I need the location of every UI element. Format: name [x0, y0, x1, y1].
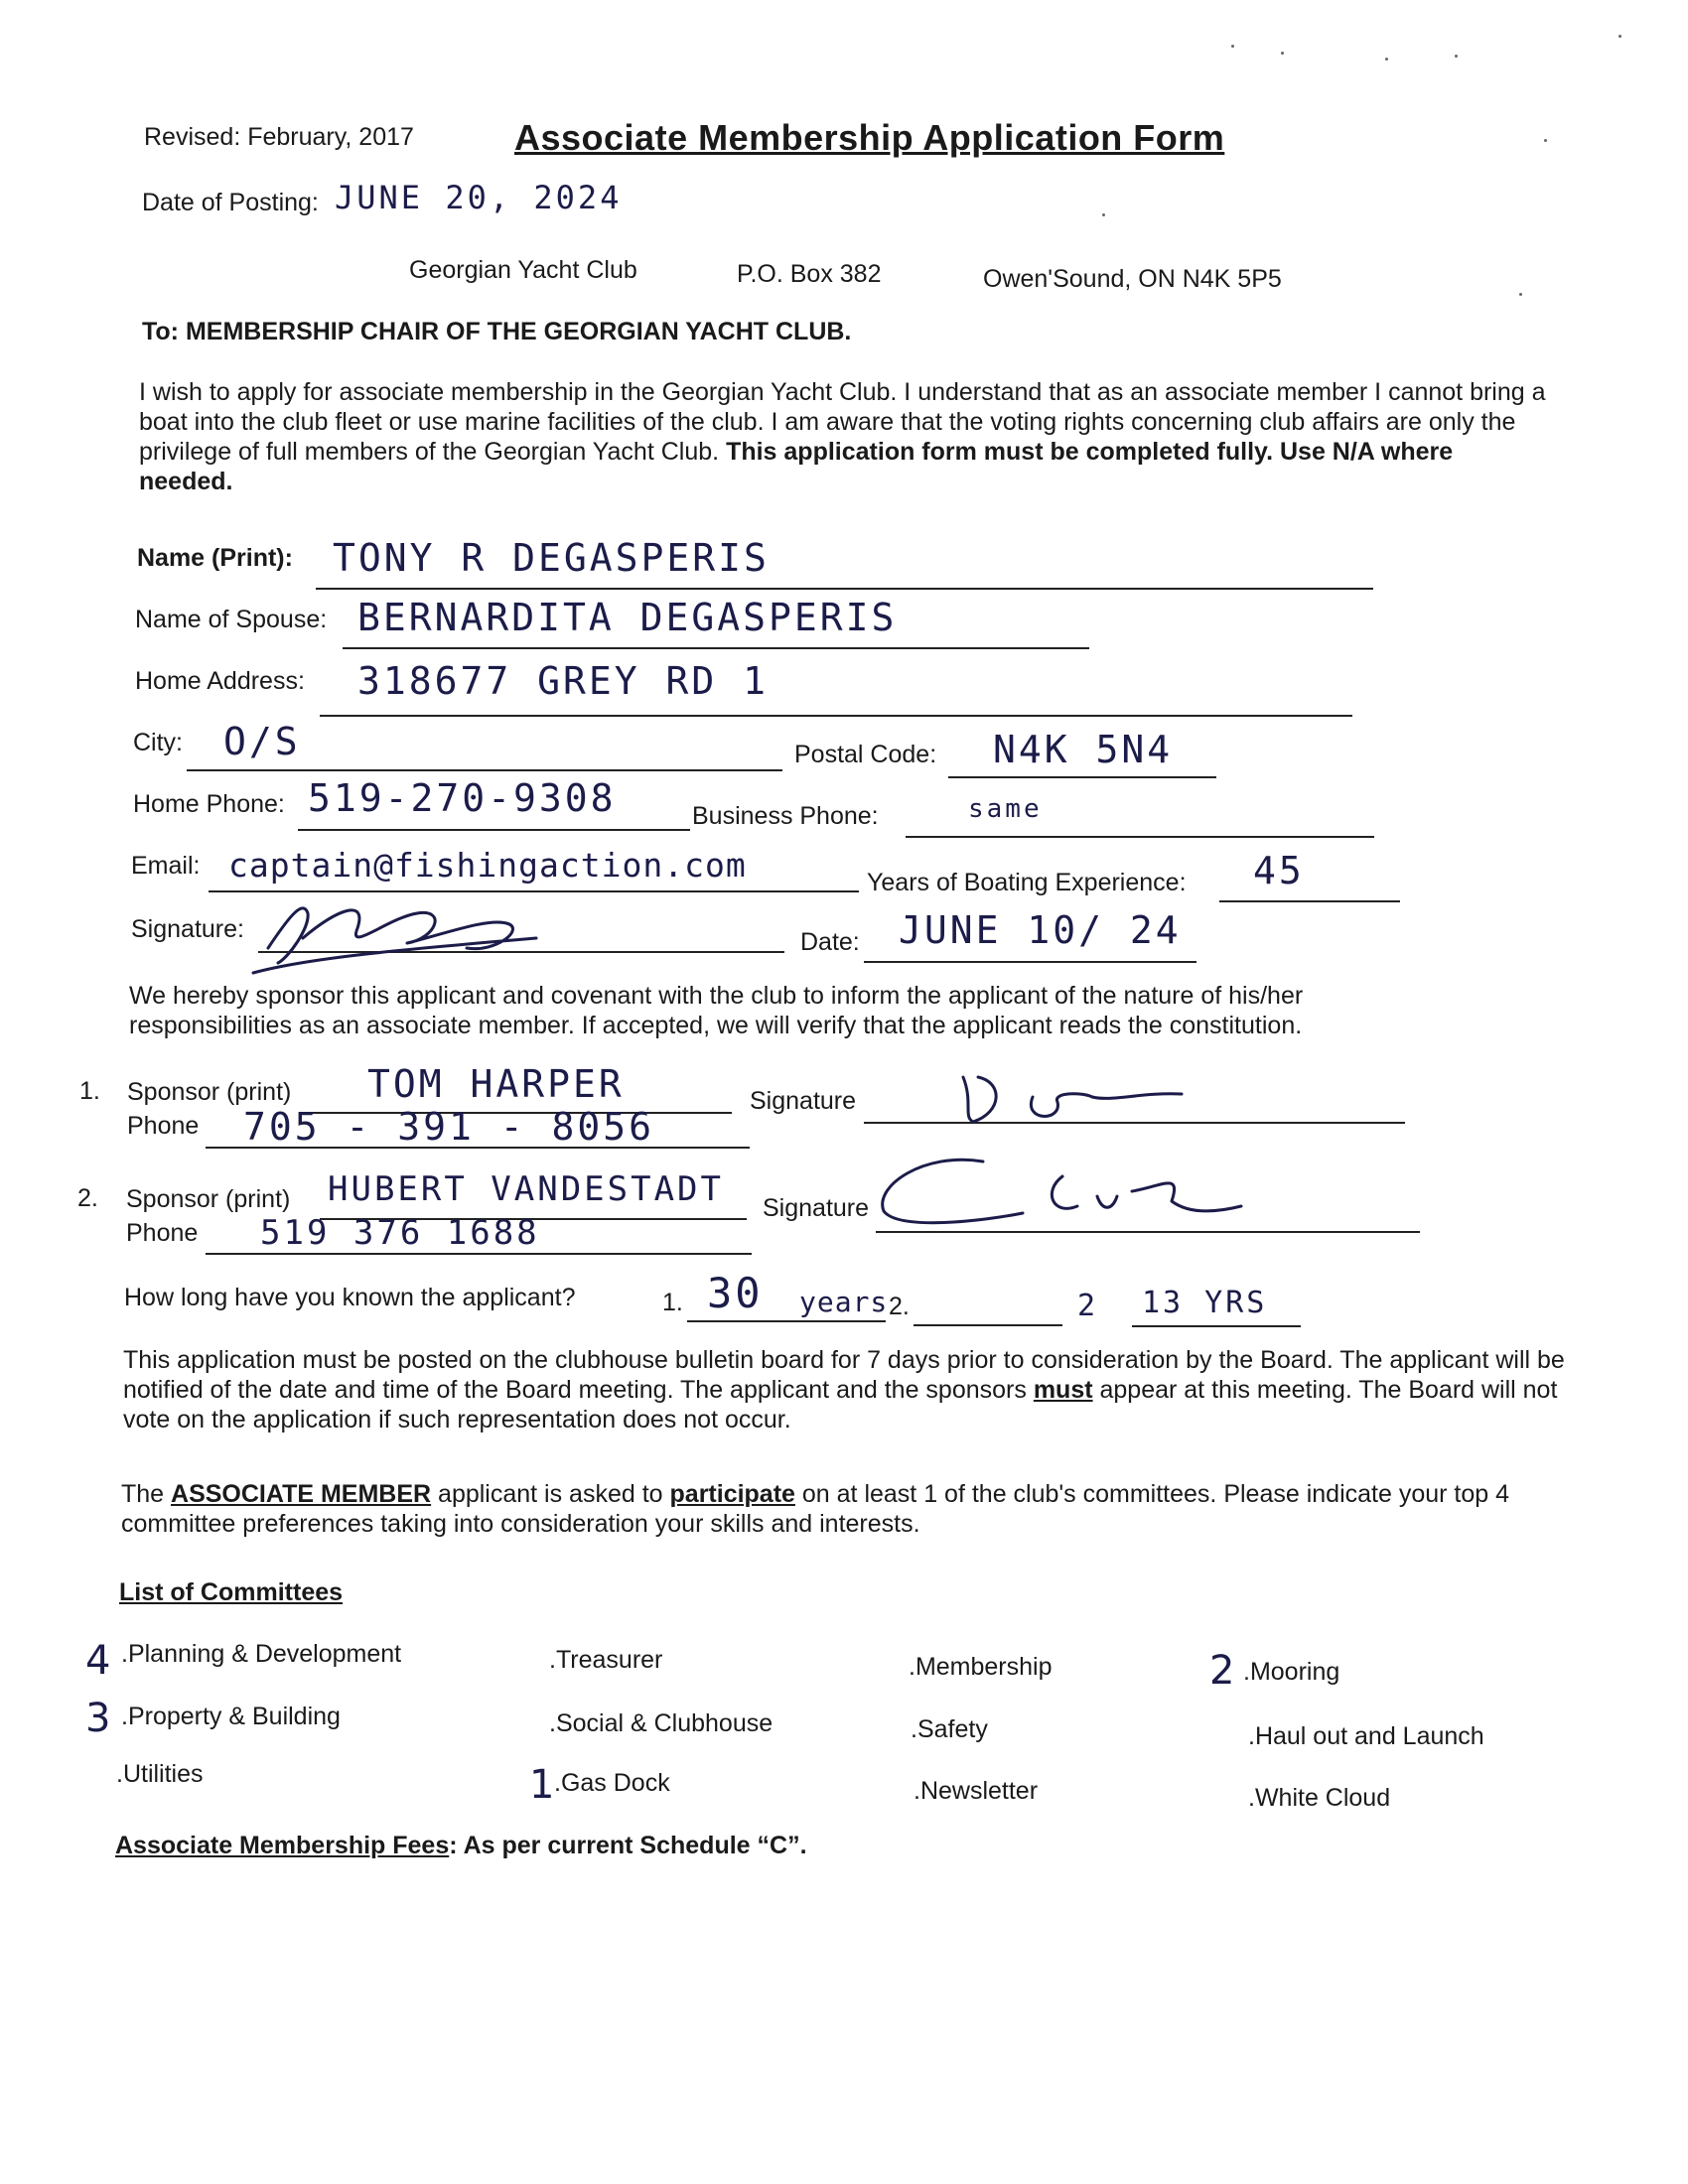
committee-paragraph — [121, 1479, 1551, 1539]
committee-property[interactable]: .Property & Building — [121, 1703, 341, 1730]
name-field[interactable]: TONY R DEGASPERIS — [333, 536, 770, 580]
known-1-unit: years — [799, 1286, 889, 1318]
scan-speck — [1455, 55, 1458, 58]
address-line — [320, 715, 1352, 717]
date-line — [864, 961, 1196, 963]
years-experience-label: Years of Boating Experience: — [867, 869, 1187, 896]
committee-membership[interactable]: .Membership — [909, 1653, 1053, 1681]
intro-text: I wish to apply for associate membership in the Georgian Yacht Club. I understand that as an associate member I cannot bring a boat into the club fleet or use marine facilities of the club. I am aware that the voting rights concerning club affairs are only the privilege of full members of the Georgian Yacht Club. — [139, 378, 1546, 466]
sponsor-2-label: Sponsor (print) — [126, 1185, 291, 1213]
committee-post: on at least 1 of the club's committees. Please indicate your top 4 committee preferences taking into consideration your skills and interests. — [121, 1480, 1510, 1538]
club-city: Owen'Sound, ON N4K 5P5 — [983, 265, 1282, 293]
name-label: Name (Print): — [137, 544, 293, 572]
known-2-value-line — [1132, 1325, 1301, 1327]
scan-speck — [1281, 52, 1284, 55]
business-phone-line — [906, 836, 1374, 838]
known-1-line — [687, 1320, 886, 1322]
posting-text: This application must be posted on the clubhouse bulletin board for 7 days prior to consideration by the Board. The applicant will be notified of the date and time of the Board meeting. The applicant and the sponsors — [123, 1346, 1565, 1404]
known-2-label: 2. — [889, 1293, 910, 1320]
sponsor-1-signature-label: Signature — [750, 1087, 857, 1115]
known-1-label: 1. — [662, 1289, 683, 1316]
committee-gas[interactable]: .Gas Dock — [554, 1769, 670, 1797]
sponsor-2-signature-label: Signature — [763, 1194, 870, 1222]
sponsor-1-phone-field[interactable]: 705 - 391 - 8056 — [243, 1105, 655, 1149]
known-1-field[interactable]: 30 — [707, 1269, 764, 1317]
address-label: Home Address: — [135, 667, 305, 695]
postal-code-label: Postal Code: — [794, 741, 937, 768]
committee-associate: ASSOCIATE MEMBER — [171, 1480, 432, 1508]
sponsor-1-number: 1. — [79, 1077, 100, 1105]
sponsor-1-field[interactable]: TOM HARPER — [367, 1062, 625, 1106]
intro-bold-text: This application form must be completed fully. Use N/A where needed. — [139, 438, 1454, 495]
known-2-line — [914, 1324, 1062, 1326]
scan-speck — [1519, 293, 1522, 296]
spouse-field[interactable]: BERNARDITA DEGASPERIS — [357, 596, 898, 639]
committee-mooring[interactable]: .Mooring — [1243, 1658, 1340, 1686]
date-label: Date: — [800, 928, 860, 956]
committee-white-cloud[interactable]: .White Cloud — [1248, 1784, 1391, 1812]
sponsor-intro: We hereby sponsor this applicant and covenant with the club to inform the applicant of the nature of his/her responsibilities as an associate member. If accepted, we will verify that the applicant reads the constitution. — [129, 982, 1304, 1039]
scan-speck — [1385, 58, 1388, 61]
home-phone-label: Home Phone: — [133, 790, 285, 818]
sponsor-2-phone-field[interactable]: 519 376 1688 — [260, 1213, 540, 1253]
city-line — [187, 769, 782, 771]
sponsor-2-phone-label: Phone — [126, 1219, 199, 1247]
committee-social[interactable]: .Social & Clubhouse — [549, 1709, 774, 1737]
scan-speck — [1102, 213, 1105, 216]
sponsor-2-signature[interactable] — [864, 1142, 1261, 1241]
fees-label: Associate Membership Fees — [115, 1832, 450, 1859]
sponsor-1-label: Sponsor (print) — [127, 1078, 292, 1106]
planning-rank[interactable]: 4 — [85, 1638, 111, 1684]
applicant-signature[interactable] — [248, 879, 546, 978]
property-rank[interactable]: 3 — [85, 1696, 111, 1741]
posting-must: must — [1033, 1376, 1093, 1404]
spouse-line — [343, 647, 1089, 649]
email-label: Email: — [131, 852, 201, 880]
years-experience-field[interactable]: 45 — [1253, 849, 1305, 892]
business-phone-field[interactable]: same — [968, 794, 1043, 824]
business-phone-label: Business Phone: — [692, 802, 879, 830]
intro-paragraph — [139, 377, 1549, 496]
committee-treasurer[interactable]: .Treasurer — [549, 1646, 663, 1674]
committee-haul[interactable]: .Haul out and Launch — [1248, 1722, 1484, 1750]
sponsor-2-field[interactable]: HUBERT VANDESTADT — [328, 1169, 724, 1209]
committee-newsletter[interactable]: .Newsletter — [914, 1777, 1039, 1805]
scan-speck — [1231, 45, 1234, 48]
scan-speck — [1618, 35, 1621, 38]
committee-participate: participate — [669, 1480, 795, 1508]
address-field[interactable]: 318677 GREY RD 1 — [357, 659, 770, 703]
committee-safety[interactable]: .Safety — [911, 1715, 988, 1743]
gas-rank[interactable]: 1 — [529, 1762, 555, 1808]
form-title: Associate Membership Application Form — [514, 117, 1225, 158]
posting-text-end: appear at this meeting. The Board will not vote on the application if such representation does not occur. — [123, 1376, 1558, 1433]
date-of-posting-value[interactable]: JUNE 20, 2024 — [335, 179, 623, 216]
city-field[interactable]: O/S — [223, 720, 301, 763]
committees-heading: List of Committees — [119, 1578, 344, 1606]
revised-date: Revised: February, 2017 — [144, 123, 414, 151]
known-2-prefix: 2 — [1077, 1289, 1099, 1323]
fees-value: : As per current Schedule “C”. — [449, 1832, 807, 1859]
date-field[interactable]: JUNE 10/ 24 — [899, 908, 1182, 952]
sponsor-1-signature[interactable] — [943, 1062, 1192, 1132]
date-of-posting-label: Date of Posting: — [142, 189, 319, 216]
signature-label: Signature: — [131, 915, 244, 943]
mooring-rank[interactable]: 2 — [1209, 1648, 1235, 1694]
fees-line — [115, 1832, 807, 1860]
home-phone-line — [298, 829, 690, 831]
name-line — [316, 588, 1373, 590]
committee-pre: The — [121, 1480, 172, 1508]
scan-speck — [1544, 139, 1547, 142]
committee-mid: applicant is asked to — [431, 1480, 670, 1508]
sponsor-2-number: 2. — [77, 1184, 98, 1212]
postal-code-field[interactable]: N4K 5N4 — [993, 728, 1174, 771]
known-2-field[interactable]: 13 YRS — [1142, 1286, 1268, 1320]
posting-paragraph — [123, 1345, 1583, 1434]
home-phone-field[interactable]: 519-270-9308 — [308, 776, 617, 820]
to-line: To: MEMBERSHIP CHAIR OF THE GEORGIAN YACHT CLUB. — [142, 318, 852, 345]
committee-utilities[interactable]: .Utilities — [116, 1760, 204, 1788]
postal-code-line — [948, 776, 1216, 778]
club-name: Georgian Yacht Club — [409, 256, 637, 284]
years-experience-line — [1219, 900, 1400, 902]
committee-planning[interactable]: .Planning & Development — [121, 1640, 402, 1668]
city-label: City: — [133, 729, 183, 756]
spouse-label: Name of Spouse: — [135, 606, 328, 633]
sponsor-2-phone-line — [206, 1253, 752, 1255]
sponsor-1-phone-label: Phone — [127, 1112, 200, 1140]
known-question: How long have you known the applicant? — [124, 1284, 576, 1311]
club-po-box: P.O. Box 382 — [737, 260, 882, 288]
email-field[interactable]: captain@fishingaction.com — [228, 846, 747, 885]
